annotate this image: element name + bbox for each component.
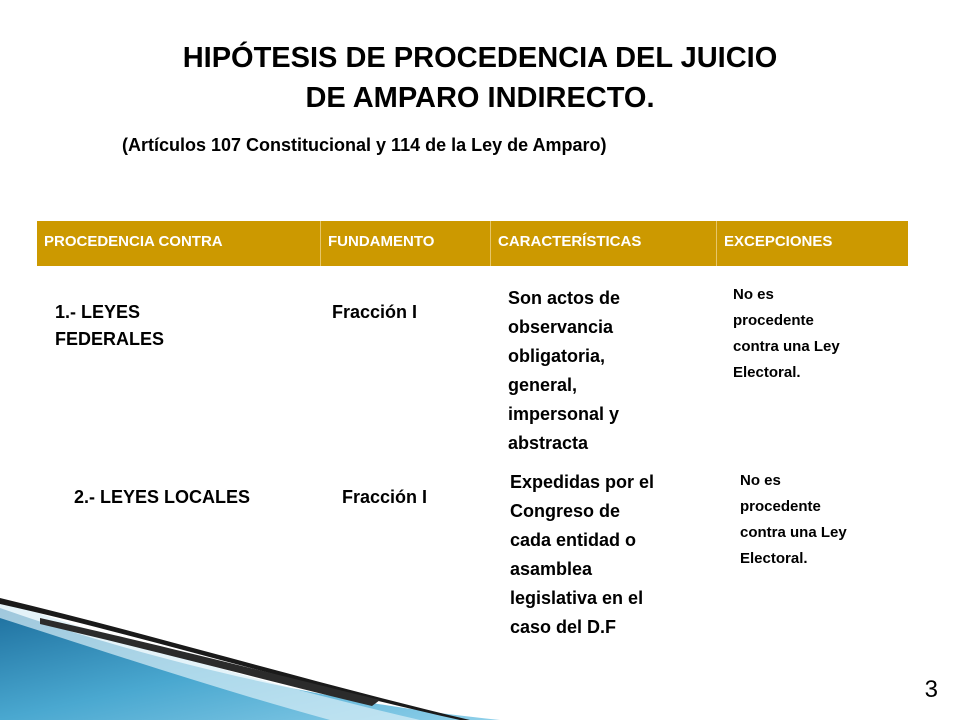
title-line-2: DE AMPARO INDIRECTO. [305,82,655,114]
row1-excepciones-line: Electoral. [733,364,801,381]
header-excepciones: EXCEPCIONES [724,233,833,250]
row1-procedencia-line: FEDERALES [55,329,165,349]
row1-procedencia-line: 1.- LEYES [55,302,141,322]
row1-procedencia [55,299,164,353]
row1-excepciones [733,282,840,386]
row1-caracteristicas-line: abstracta [508,433,589,453]
row2-caracteristicas-line: caso del D.F [510,617,617,637]
row2-caracteristicas-line: cada entidad o [510,530,637,550]
page-subtitle: (Artículos 107 Constitucional y 114 de la Ley de Amparo) [122,135,607,155]
row1-caracteristicas-line: observancia [508,317,614,337]
page-number: 3 [924,676,938,703]
row1-excepciones-line: contra una Ley [733,338,840,355]
row2-excepciones-line: Electoral. [740,550,808,567]
row2-caracteristicas-line: legislativa en el [510,588,644,608]
header-caracteristicas: CARACTERÍSTICAS [491,221,717,266]
row1-excepciones-line: procedente [733,312,814,329]
row1-excepciones-line: No es [733,286,774,303]
row2-fundamento: Fracción I [342,487,428,507]
header-procedencia-contra: PROCEDENCIA CONTRA [37,221,321,266]
row2-caracteristicas-line: Expedidas por el [510,472,655,492]
row2-procedencia: 2.- LEYES LOCALES [74,487,251,507]
row1-caracteristicas-line: impersonal y [508,404,620,424]
row1-caracteristicas-line: obligatoria, [508,346,606,366]
row2-caracteristicas-line: Congreso de [510,501,621,521]
row1-caracteristicas-line: Son actos de [508,288,621,308]
row1-fundamento: Fracción I [332,302,418,322]
row2-caracteristicas [510,468,654,642]
row2-excepciones-line: No es [740,472,781,489]
row1-caracteristicas [508,284,620,458]
title-line-1: HIPÓTESIS DE PROCEDENCIA DEL JUICIO [182,42,778,74]
decorative-swoosh [0,590,500,720]
row2-excepciones [740,468,847,572]
page-title [80,38,880,118]
row1-caracteristicas-line: general, [508,375,578,395]
header-fundamento: FUNDAMENTO [321,221,491,266]
row2-excepciones-line: procedente [740,498,821,515]
table-header-row [37,221,908,266]
row2-excepciones-line: contra una Ley [740,524,847,541]
row2-caracteristicas-line: asamblea [510,559,593,579]
